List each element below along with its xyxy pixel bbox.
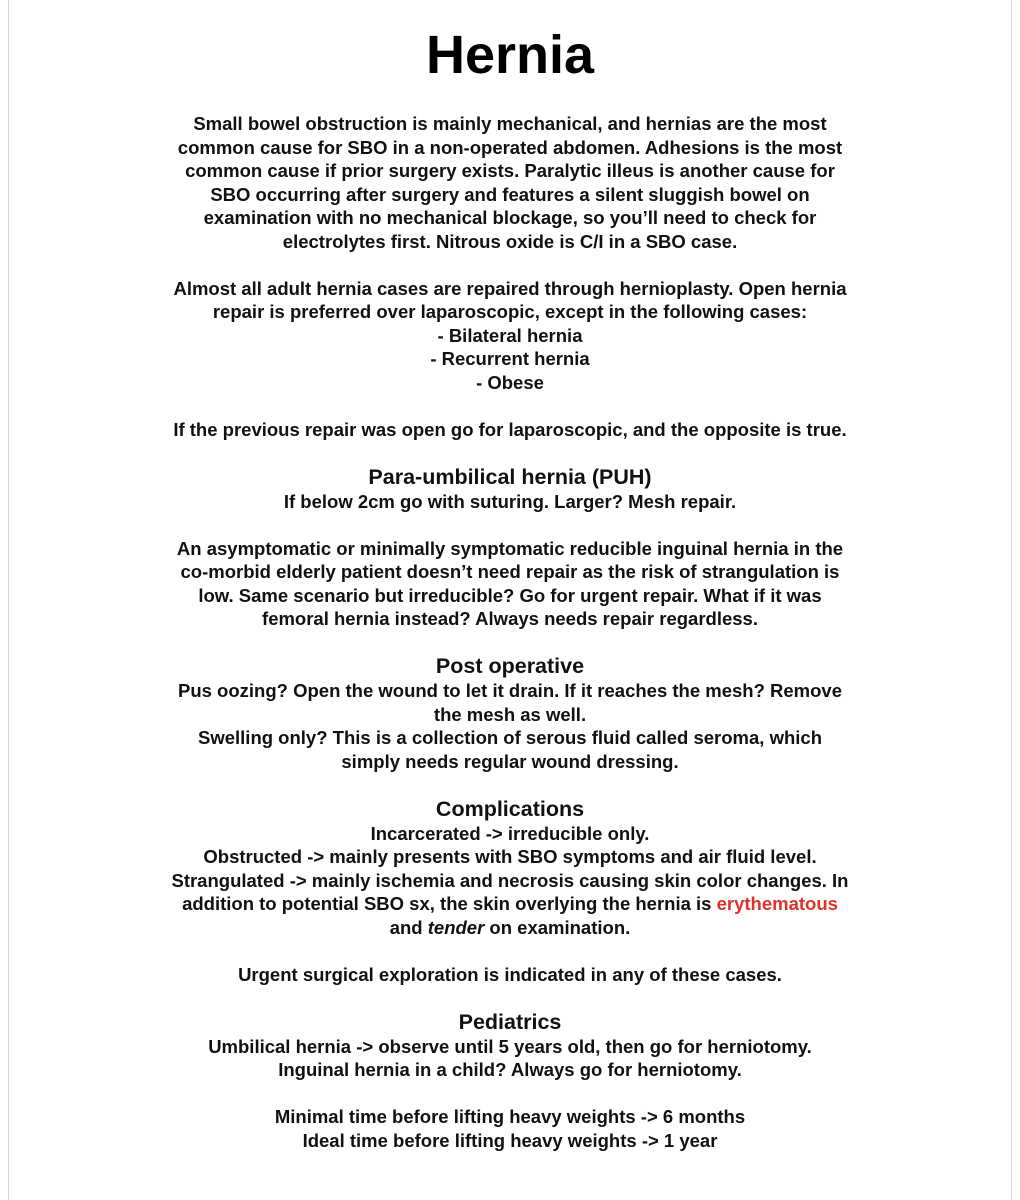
repair-line: Almost all adult hernia cases are repaired through hernioplasty. Open hernia <box>173 277 847 299</box>
complications-line: Incarcerated -> irreducible only. <box>370 822 650 844</box>
inguinal-line: An asymptomatic or minimally symptomatic reducible inguinal hernia in the <box>176 537 844 559</box>
repair-case-item: - Recurrent hernia <box>430 348 590 369</box>
weights-paragraph <box>60 1105 960 1152</box>
complications-line5-post: on examination. <box>484 916 631 938</box>
repair-case-item: - Bilateral hernia <box>437 324 583 346</box>
erythematous-highlight: erythematous <box>716 893 838 914</box>
page-right-edge <box>1011 0 1012 1200</box>
tender-italic: tender <box>427 916 485 938</box>
inguinal-line: low. Same scenario but irreducible? Go for urgent repair. What if it was <box>198 584 822 606</box>
intro-line: common cause for SBO in a non-operated abdomen. Adhesions is the most <box>177 136 843 158</box>
complications-line: Strangulated -> mainly ischemia and necrosis causing skin color changes. In <box>171 869 849 891</box>
puh-text: If below 2cm go with suturing. Larger? Mesh repair. <box>283 490 737 512</box>
intro-line: Small bowel obstruction is mainly mechanical, and hernias are the most <box>193 113 827 134</box>
complications-line5-pre: and <box>389 916 428 938</box>
intro-line: examination with no mechanical blockage, so you’ll need to check for <box>203 207 817 228</box>
intro-line: SBO occurring after surgery and features a silent sluggish bowel on <box>210 183 810 205</box>
repair-line: repair is preferred over laparoscopic, except in the following cases: <box>212 301 808 322</box>
inguinal-paragraph <box>60 537 960 631</box>
pediatrics-line: Umbilical hernia -> observe until 5 years old, then go for herniotomy. <box>208 1035 812 1057</box>
postop-line: Swelling only? This is a collection of serous fluid called seroma, which <box>198 727 822 748</box>
complications-heading: Complications <box>435 796 585 821</box>
complications-line4-text: addition to potential SBO sx, the skin overlying the hernia is <box>182 893 717 914</box>
pediatrics-paragraph <box>60 1035 960 1082</box>
page-left-edge <box>8 0 9 1200</box>
postop-line: Pus oozing? Open the wound to let it drain. If it reaches the mesh? Remove <box>177 680 843 701</box>
weights-line: Ideal time before lifting heavy weights -> 1 year <box>302 1129 718 1151</box>
pediatrics-line: Inguinal hernia in a child? Always go for herniotomy. <box>278 1059 742 1080</box>
pediatrics-heading: Pediatrics <box>458 1009 562 1034</box>
intro-line: common cause if prior surgery exists. Paralytic illeus is another cause for <box>185 160 835 181</box>
page-title: Hernia <box>425 25 595 85</box>
complications-line: Obstructed -> mainly presents with SBO symptoms and air fluid level. <box>203 846 817 867</box>
weights-line: Minimal time before lifting heavy weights -> 6 months <box>274 1106 746 1127</box>
postop-paragraph <box>60 679 960 773</box>
urgent-exploration-text: Urgent surgical exploration is indicated in any of these cases. <box>238 963 782 985</box>
complications-paragraph <box>60 822 960 940</box>
document-page <box>60 22 960 1152</box>
complications-line <box>60 892 960 916</box>
repair-paragraph <box>60 277 960 395</box>
complications-line <box>60 916 960 940</box>
postop-line: the mesh as well. <box>433 703 587 725</box>
inguinal-line: co-morbid elderly patient doesn’t need repair as the risk of strangulation is <box>180 561 840 582</box>
intro-paragraph <box>60 112 960 253</box>
previous-repair-text: If the previous repair was open go for laparoscopic, and the opposite is true. <box>173 418 847 440</box>
intro-line: electrolytes first. Nitrous oxide is C/I in a SBO case. <box>282 230 738 252</box>
puh-heading: Para-umbilical hernia (PUH) <box>368 464 652 489</box>
inguinal-line: femoral hernia instead? Always needs repair regardless. <box>262 608 758 629</box>
repair-case-item: - Obese <box>476 371 544 393</box>
postop-heading: Post operative <box>435 654 585 678</box>
postop-line: simply needs regular wound dressing. <box>341 750 679 772</box>
